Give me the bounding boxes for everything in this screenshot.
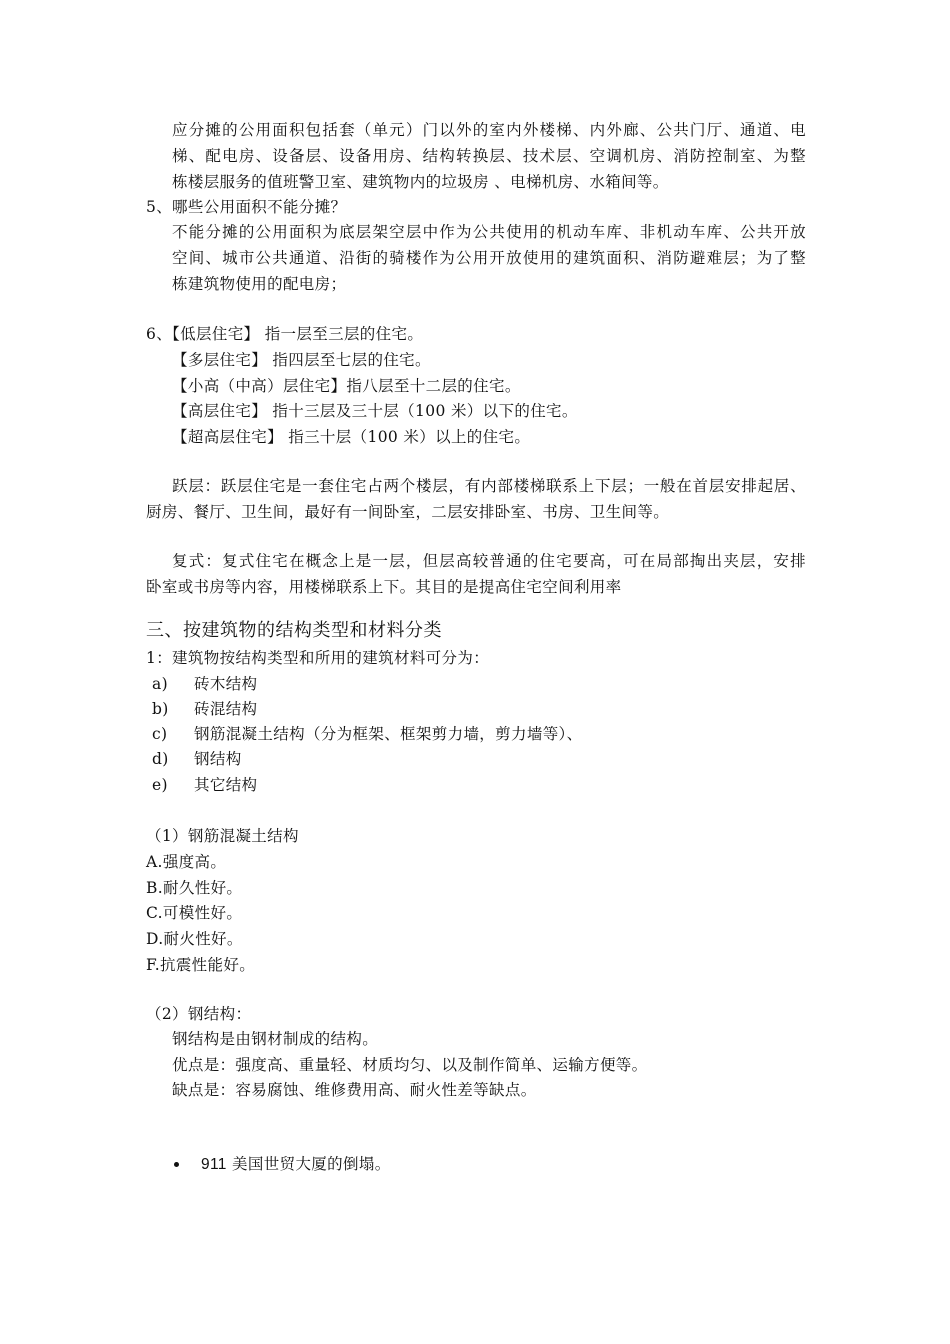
property-item: B.耐久性好。 — [146, 879, 243, 897]
list-marker: a) — [152, 675, 168, 693]
paragraph-line: 复式：复式住宅在概念上是一层，但层高较普通的住宅要高，可在局部掏出夹层，安排 — [172, 552, 806, 570]
residence-type-low: 6、【低层住宅】 指一层至三层的住宅。 — [146, 325, 424, 343]
paragraph-line: 应分摊的公用面积包括套（单元）门以外的室内外楼梯、内外廊、公共门厅、通道、电 — [172, 121, 806, 139]
paragraph-line: 钢结构是由钢材制成的结构。 — [172, 1030, 379, 1048]
subsection-title: （1）钢筋混凝土结构 — [146, 827, 299, 845]
list-text: 砖木结构 — [194, 675, 258, 693]
list-text: 其它结构 — [194, 776, 258, 794]
paragraph-line: 优点是：强度高、重量轻、材质均匀、以及制作简单、运输方便等。 — [172, 1056, 648, 1074]
paragraph-line: 跃层：跃层住宅是一套住宅占两个楼层，有内部楼梯联系上下层；一般在首层安排起居、 — [172, 477, 806, 495]
bullet-item — [201, 1154, 391, 1175]
list-marker: b) — [152, 700, 169, 718]
property-item: F.抗震性能好。 — [146, 956, 256, 974]
residence-type-super-high: 【超高层住宅】 指三十层（100 米）以上的住宅。 — [172, 428, 531, 446]
list-item — [152, 749, 242, 769]
list-text: 钢筋混凝土结构（分为框架、框架剪力墙，剪力墙等）、 — [194, 725, 583, 743]
residence-type-multi: 【多层住宅】 指四层至七层的住宅。 — [172, 351, 431, 369]
paragraph-line: 栋楼层服务的值班警卫室、建筑物内的垃圾房 、电梯机房、水箱间等。 — [172, 173, 669, 191]
paragraph-line: 栋建筑物使用的配电房； — [172, 275, 347, 293]
list-text: 钢结构 — [194, 750, 242, 768]
list-marker: e) — [152, 776, 168, 794]
residence-type-mid-high: 【小高（中高）层住宅】指八层至十二层的住宅。 — [172, 377, 521, 395]
residence-type-high: 【高层住宅】 指十三层及三十层（100 米）以下的住宅。 — [172, 402, 578, 420]
section-intro: 1：建筑物按结构类型和所用的建筑材料可分为： — [146, 649, 490, 667]
list-item — [152, 775, 257, 795]
property-item: D.耐火性好。 — [146, 930, 243, 948]
list-item — [152, 724, 583, 744]
subsection-title: （2）钢结构： — [146, 1005, 252, 1023]
bullet-text: 美国世贸大厦的倒塌。 — [226, 1155, 391, 1173]
section-heading: 三、按建筑物的结构类型和材料分类 — [146, 620, 442, 641]
list-item — [152, 699, 257, 719]
paragraph-line: 缺点是：容易腐蚀、维修费用高、耐火性差等缺点。 — [172, 1081, 537, 1099]
bullet-number: 911 — [201, 1156, 227, 1173]
list-marker: c) — [152, 725, 168, 743]
list-text: 砖混结构 — [194, 700, 258, 718]
paragraph-line: 厨房、餐厅、卫生间，最好有一间卧室，二层安排卧室、书房、卫生间等。 — [146, 503, 670, 521]
paragraph-line: 梯、配电房、设备层、设备用房、结构转换层、技术层、空调机房、消防控制室、为整 — [172, 147, 806, 165]
property-item: A.强度高。 — [146, 853, 227, 871]
property-item: C.可模性好。 — [146, 904, 243, 922]
list-item — [152, 674, 257, 694]
bullet-dot-icon — [174, 1162, 179, 1167]
paragraph-line: 不能分摊的公用面积为底层架空层中作为公共使用的机动车库、非机动车库、公共开放 — [172, 223, 806, 241]
paragraph-line: 空间、城市公共通道、沿街的骑楼作为公用开放使用的建筑面积、消防避难层；为了整 — [172, 249, 806, 267]
paragraph-line: 卧室或书房等内容，用楼梯联系上下。其目的是提高住宅空间利用率 — [146, 578, 622, 596]
question-5: 5、哪些公用面积不能分摊？ — [146, 198, 347, 216]
list-marker: d) — [152, 750, 169, 768]
